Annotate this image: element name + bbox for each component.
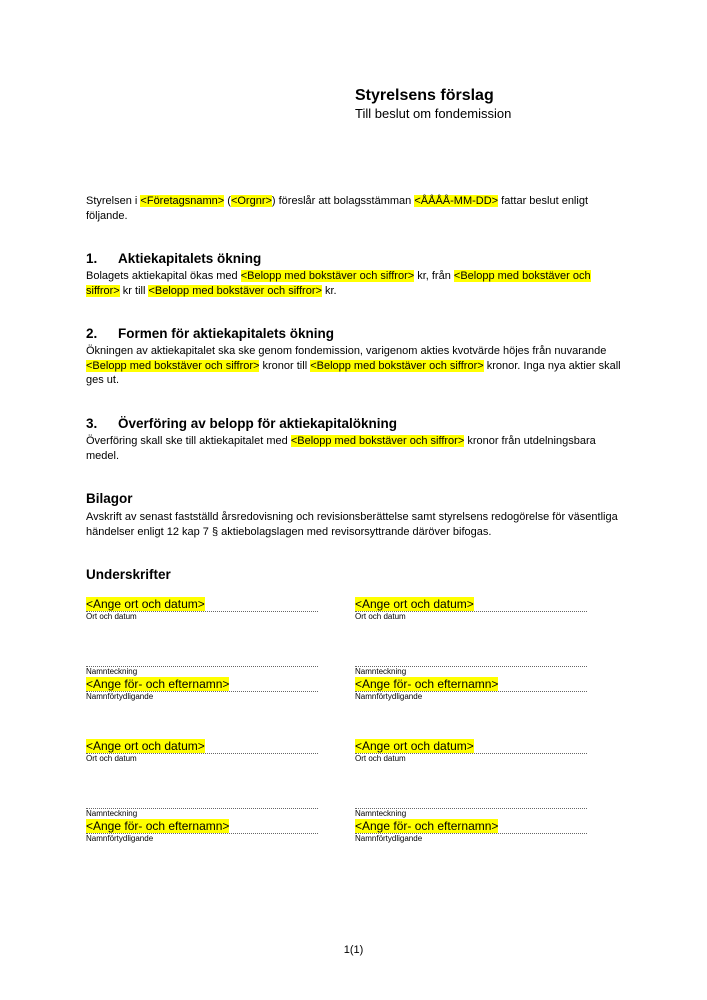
text-run: kr till bbox=[119, 284, 149, 297]
place-date-placeholder[interactable]: <Ange ort och datum> bbox=[355, 739, 474, 753]
place-date-placeholder[interactable]: <Ange ort och datum> bbox=[86, 739, 205, 753]
text-run: kr, från bbox=[414, 270, 454, 282]
signature-block bbox=[355, 597, 587, 702]
intro-text: fattar beslut enligt följande. bbox=[86, 195, 588, 222]
place-date-caption: Ort och datum bbox=[355, 612, 406, 621]
company-name-placeholder[interactable]: <Företagsnamn> bbox=[140, 195, 225, 207]
place-date-caption: Ort och datum bbox=[355, 754, 406, 763]
text-run: Överföring skall ske till aktiekapitalet med bbox=[86, 435, 291, 447]
text-run: kronor till bbox=[259, 359, 311, 372]
name-placeholder[interactable]: <Ange för- och efternamn> bbox=[355, 677, 499, 691]
place-date-field[interactable] bbox=[86, 739, 318, 754]
title-block bbox=[355, 86, 511, 122]
name-field[interactable] bbox=[355, 819, 587, 834]
section-number: 2. bbox=[86, 326, 98, 341]
section-title: Överföring av belopp för aktiekapitalökning bbox=[118, 416, 398, 431]
text-run: Bolagets aktiekapital ökas med bbox=[86, 270, 241, 282]
name-placeholder[interactable]: <Ange för- och efternamn> bbox=[86, 819, 230, 833]
orgnr-placeholder[interactable]: <Orgnr> bbox=[230, 195, 272, 207]
section-1 bbox=[86, 250, 626, 298]
signature-caption: Namnteckning bbox=[86, 809, 138, 818]
section-number: 1. bbox=[86, 251, 98, 266]
place-date-placeholder[interactable]: <Ange ort och datum> bbox=[86, 597, 205, 611]
meeting-date-placeholder[interactable]: <ÅÅÅÅ-MM-DD> bbox=[414, 195, 499, 207]
name-caption: Namnförtydligande bbox=[86, 834, 154, 843]
intro-text: Styrelsen i bbox=[86, 195, 141, 207]
name-placeholder[interactable]: <Ange för- och efternamn> bbox=[355, 819, 499, 833]
place-date-field[interactable] bbox=[355, 597, 587, 612]
name-field[interactable] bbox=[86, 677, 318, 692]
amount-placeholder[interactable]: <Belopp med bokstäver och siffror> bbox=[240, 270, 415, 282]
text-run: kronor från utdelningsbara medel. bbox=[86, 435, 596, 462]
text-run: kronor. Inga nya aktier skall ges ut. bbox=[86, 359, 621, 386]
document-subtitle: Till beslut om fondemission bbox=[355, 106, 512, 121]
amount-placeholder[interactable]: <Belopp med bokstäver och siffror> bbox=[86, 270, 591, 297]
signature-caption: Namnteckning bbox=[355, 809, 407, 818]
section-title: Aktiekapitalets ökning bbox=[118, 251, 262, 266]
section-heading bbox=[86, 325, 626, 342]
place-date-field[interactable] bbox=[355, 739, 587, 754]
place-date-caption: Ort och datum bbox=[86, 754, 137, 763]
name-field[interactable] bbox=[86, 819, 318, 834]
bilagor-section bbox=[86, 490, 626, 539]
section-heading bbox=[86, 250, 626, 267]
section-text bbox=[86, 434, 626, 463]
signatures-section bbox=[86, 566, 626, 586]
amount-placeholder[interactable]: <Belopp med bokstäver och siffror> bbox=[148, 284, 322, 297]
signature-caption: Namnteckning bbox=[86, 667, 138, 676]
section-text bbox=[86, 344, 626, 388]
name-caption: Namnförtydligande bbox=[86, 692, 154, 701]
signature-block bbox=[355, 739, 587, 844]
section-heading bbox=[86, 415, 626, 432]
signature-block bbox=[86, 739, 318, 844]
intro-text: ) föreslår att bolagsstämman bbox=[271, 195, 415, 207]
signature-caption: Namnteckning bbox=[355, 667, 407, 676]
document-title: Styrelsens förslag bbox=[355, 87, 494, 104]
name-placeholder[interactable]: <Ange för- och efternamn> bbox=[86, 677, 230, 691]
bilagor-heading: Bilagor bbox=[86, 491, 133, 506]
section-2 bbox=[86, 325, 626, 388]
name-caption: Namnförtydligande bbox=[355, 834, 423, 843]
amount-placeholder[interactable]: <Belopp med bokstäver och siffror> bbox=[310, 359, 484, 372]
amount-placeholder[interactable]: <Belopp med bokstäver och siffror> bbox=[290, 435, 465, 447]
name-caption: Namnförtydligande bbox=[355, 692, 423, 701]
place-date-field[interactable] bbox=[86, 597, 318, 612]
section-number: 3. bbox=[86, 416, 98, 431]
section-3 bbox=[86, 415, 626, 463]
signatures-heading: Underskrifter bbox=[86, 567, 171, 582]
text-run: kr. bbox=[321, 284, 337, 297]
intro-text: ( bbox=[224, 195, 231, 207]
text-run: Ökningen av aktiekapitalet ska ske genom fondemission, varigenom akties kvotvärde höjes från nuvarande bbox=[86, 345, 607, 357]
bilagor-text: Avskrift av senast fastställd årsredovisning och revisionsberättelse samt styrelsens redogörelse för väsentliga händelser enligt 12 kap 7 § aktiebolagslagen med revisorsyttrande däröver bifogas. bbox=[86, 511, 618, 538]
name-field[interactable] bbox=[355, 677, 587, 692]
page-number: 1(1) bbox=[343, 944, 364, 956]
signature-block bbox=[86, 597, 318, 702]
amount-placeholder[interactable]: <Belopp med bokstäver och siffror> bbox=[86, 359, 260, 372]
place-date-placeholder[interactable]: <Ange ort och datum> bbox=[355, 597, 474, 611]
section-title: Formen för aktiekapitalets ökning bbox=[118, 326, 335, 341]
intro-paragraph bbox=[86, 194, 626, 223]
place-date-caption: Ort och datum bbox=[86, 612, 137, 621]
section-text bbox=[86, 269, 626, 298]
